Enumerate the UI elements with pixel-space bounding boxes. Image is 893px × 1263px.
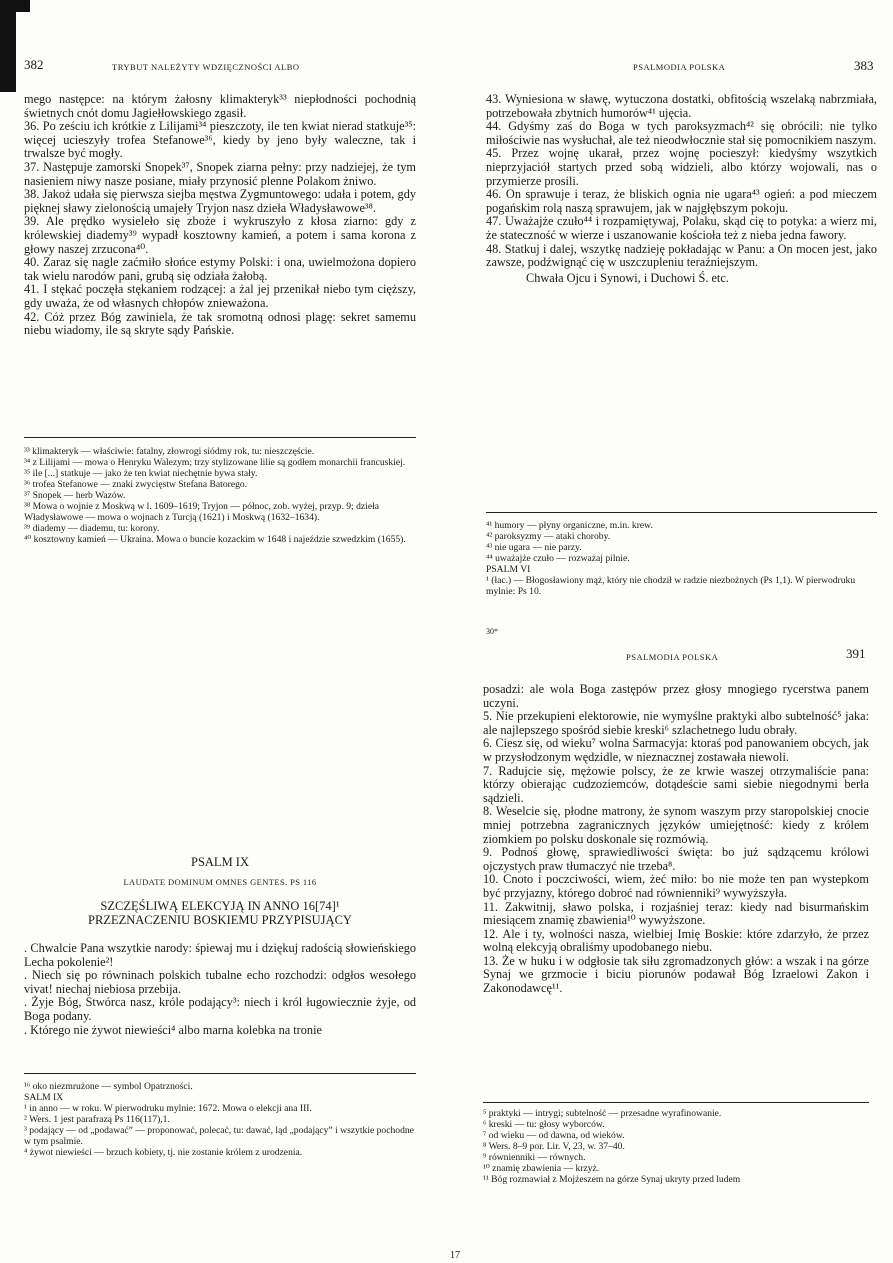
footnote: ³ podający — od „podawać” — proponować, polecać, tu: dawać, ląd „podający” i wszytkie pochodne w tym psalmie. <box>24 1125 414 1147</box>
footnote-rule <box>483 1102 869 1103</box>
running-head-391: PSALMODIA POLSKA <box>626 652 719 662</box>
verse: . Chwalcie Pana wszytkie narody: śpiewaj mu i dziękuj radością słowieńskiego Lecha pokolenie²! <box>24 941 416 969</box>
verses-391 <box>483 683 869 996</box>
verse: 13. Że w huku i w odgłosie tak siłu zgromadzonych głów: a wszak i na górze Synaj we grzmocie i biciu piorunów podawał Bóg Izraelowi Zakon i Zakonodawcę¹¹. <box>483 953 869 996</box>
verses-382 <box>24 93 416 338</box>
verse: mego następce: na którym żałosny klimakteryk³³ niepłodności pochodnią świetnych cnót domu Jagiełłowskiego zgasił. <box>24 92 416 120</box>
verses-383 <box>486 93 877 285</box>
footnote: ¹¹ Bóg rozmawiał z Mojżeszem na górze Synaj ukryty przed ludem <box>483 1174 741 1185</box>
footnote: ³³ klimakteryk — właściwie: fatalny, złowrogi siódmy rok, tu: nieszczęście. <box>24 446 315 457</box>
verse: 45. Przez wojnę ukarał, przez wojnę pocieszył: kiedyśmy wszytkich nieprzyjaciół startych przed sobą widzieli, albo którzy wojowali, nas o przymierze prosili. <box>486 146 877 188</box>
footnote: ⁵ praktyki — intrygi; subtelność — przesadne wyrafinowanie. <box>483 1108 722 1119</box>
running-head-383: PSALMODIA POLSKA <box>633 62 726 72</box>
psalm-incipit: LAUDATE DOMINUM OMNES GENTES. PS 116 <box>123 877 317 887</box>
footnote: PSALM VI <box>486 564 531 575</box>
footnote: ¹⁶ oko niezmrużone — symbol Opatrzności. <box>24 1081 193 1092</box>
verse: 47. Uważajże czuło⁴⁴ i rozpamiętywaj, Polaku, skąd cię to potyka: a wierz mi, że stateczność w wierze i uszanowanie kościoła też z nieba jedna fawory. <box>486 214 877 242</box>
doxology: Chwała Ojcu i Synowi, i Duchowi Ś. etc. <box>526 270 729 285</box>
psalm-subtitle-1: SZCZĘŚLIWĄ ELEKCYJĄ IN ANNO 16[74]¹ <box>100 899 340 913</box>
verse: 46. On sprawuje i teraz, że bliskich ognia nie ugara⁴³ ogień: a pod mieczem pogańskim rolą naszą sprawujem, jak w najgłębszym pokoju. <box>486 187 877 215</box>
footnotes-382 <box>24 446 416 545</box>
footnote-rule <box>24 437 416 438</box>
verse: 44. Gdyśmy zaś do Boga w tych paroksyzmach⁴² się obrócili: nie tylko miłościwie nas wysłuchał, ale też nieodwłocznie stał się pomocnikiem naszym. <box>486 119 877 147</box>
verse: 8. Weselcie się, płodne matrony, że synom waszym przy staropolskiej cnocie mniej potrzebna zagranicznych języków umiejętność: kiedy z królem ziomkiem po polsku doskonale się rozmówią. <box>483 804 869 846</box>
footnote: ¹ (łac.) — Błogosławiony mąż, który nie chodził w radzie niezbożnych (Ps 1,1). W pierwodruku mylnie: Ps 10. <box>486 575 856 597</box>
footnote: ³⁴ z Lilijami — mowa o Henryku Walezym; trzy stylizowane lilie są godłem monarchii francuskiej. <box>24 457 406 468</box>
verse: 9. Podnoś głowę, sprawiedliwości święta: bo już sądzącemu królowi ojczystych praw tłumaczyć nie trzeba⁸. <box>483 845 869 873</box>
verse: posadzi: ale wola Boga zastępów przez głosy mnogiego rycerstwa panem uczyni. <box>483 682 869 710</box>
page-number-391: 391 <box>846 646 866 661</box>
verse: 42. Cóż przez Bóg zawiniela, że tak sromotną odnosi plagę: sekret samemu niebu wiadomy, ile są skryte sądy Pańskie. <box>24 309 416 338</box>
footnote: ⁴² paroksyzmy — ataki choroby. <box>486 531 611 542</box>
verse: . Niech się po równinach polskich tubalne echo rozchodzi: odgłos wesołego vivat! niechaj niebiosa przebija. <box>24 968 416 996</box>
footnote: ⁹ równienniki — równych. <box>483 1152 586 1163</box>
page-number-383: 383 <box>854 58 874 73</box>
footnote: ² Wers. 1 jest parafrazą Ps 116(117),1. <box>24 1114 170 1125</box>
footnote-rule <box>486 512 877 513</box>
verse: 37. Następuje zamorski Snopek³⁷, Snopek ziarna pełny: przy nadziejej, że tym nasieniem niwy nasze posiane, miały przynosić plenne Polakom żniwo. <box>24 159 416 188</box>
footnote: ¹⁰ znamię zbawienia — krzyż. <box>483 1163 600 1174</box>
footnote: ⁴⁰ kosztowny kamień — Ukraina. Mowa o buncie kozackim w 1648 i najeździe szwedzkim (1655). <box>24 534 406 545</box>
footnote-rule <box>24 1073 416 1074</box>
verse: 36. Po ześciu ich krótkie z Lilijami³⁴ pieszczoty, ile ten kwiat nierad statkuje³⁵: więcej ucieszyły trofea Stefanowe³⁶, kiedy by jeno były waleczne, tak i trwalsze być mogły. <box>24 119 416 161</box>
footnotes-psalm-ix <box>24 1081 416 1158</box>
footnote: ⁷ od wieku — od dawna, od wieków. <box>483 1130 625 1141</box>
footnotes-391 <box>483 1108 869 1185</box>
verse: 41. I stękać poczęła stękaniem rodzącej: a żal jej przenikał niebo tym cięższy, gdy uważa, że od własnych chłopów znieważona. <box>24 282 416 310</box>
verse: 12. Ale i ty, wolności nasza, wielbiej Imię Boskie: które zdarzyło, że przez wolną elekcyją obraliśmy upodobanego niebu. <box>483 926 869 955</box>
psalm-subtitle-2: PRZEZNACZENIU BOSKIEMU PRZYPISUJĄCY <box>88 913 352 927</box>
footnote: ⁶ kreski — tu: głosy wyborców. <box>483 1119 605 1130</box>
footnote: ⁸ Wers. 8–9 por. Lir. V, 23, w. 37–40. <box>483 1141 625 1152</box>
verse: 7. Radujcie się, mężowie polscy, że ze krwie waszej otrzymaliście pana: którzy obierając cudzoziemców, dotądeście sami siebie niegodnymi berła sądzieli. <box>483 763 869 805</box>
footnote: SALM IX <box>24 1092 64 1103</box>
footnote: ¹ in anno — w roku. W pierwodruku mylnie: 1672. Mowa o elekcji ana III. <box>24 1103 312 1114</box>
verse: 5. Nie przekupieni elektorowie, nie wymyślne praktyki albo subtelność⁵ jaka: ale najlepszego spośród siebie kreski⁶ szlachetnego ludu obrały. <box>483 709 869 737</box>
footnote: ³⁸ Mowa o wojnie z Moskwą w l. 1609–1619; Tryjon — północ, zob. wyżej, przyp. 9; dzieła Władysławowe — mowa o wojnach z Turcją (1621) i Moskwą (1632–1634). <box>24 501 380 523</box>
running-head-382: TRYBUT NALEŻYTY WDZIĘCZNOŚCI ALBO <box>112 62 300 72</box>
page-number-382: 382 <box>24 57 44 72</box>
verse: 6. Ciesz się, od wieku⁷ wolna Sarmacyja: ktoraś pod panowaniem obcych, jak w przysłodzonym wędzidle, w nieznacznej zostawała niewoli. <box>483 736 869 764</box>
footnote: ³⁵ ile [...] statkuje — jako że ten kwiat niechętnie bywa stały. <box>24 468 258 479</box>
footnote: ⁴¹ humory — płyny organiczne, m.in. krew. <box>486 520 653 531</box>
verse: 39. Ale prędko wysieleło się zboże i wykruszyło z kłosa ziarno: gdy z królewskiej diademy³⁹ wypadł kosztowny kamień, a potem i sama korona z głowy naszej zrzucona⁴⁰. <box>24 214 416 256</box>
footnote: ⁴³ nie ugara — nie parzy. <box>486 542 582 553</box>
verse: 11. Zakwitnij, sławo polska, i rozjaśniej teraz: kiedy nad bisurmańskim miesiącem znamię zbawienia¹⁰ wywyższone. <box>483 899 869 928</box>
footnote: ⁴⁴ uważajże czuło — rozważaj pilnie. <box>486 553 630 564</box>
bottom-mark: 17 <box>450 1250 460 1261</box>
verse: 43. Wyniesiona w sławę, wytuczona dostatki, obfitością wszelaką nabrzmiała, potrzebowała zbytnich humorów⁴¹ ujęcia. <box>486 92 877 120</box>
footnote: ³⁷ Snopek — herb Wazów. <box>24 490 126 501</box>
verse: 48. Statkuj i dalej, wszytkę nadzieję pokładając w Panu: a On mocen jest, jako zawsze, podźwignąć cię w uszczupleniu teraźniejszym. <box>486 241 877 270</box>
footnote: ³⁶ trofea Stefanowe — znaki zwycięstw Stefana Batorego. <box>24 479 248 490</box>
psalm-title: PSALM IX <box>191 855 249 869</box>
verse: . Którego nie żywot niewieści⁴ albo marna kolebka na tronie <box>24 1022 322 1037</box>
verses-psalm-ix <box>24 942 416 1037</box>
scan-edge-mark-top <box>0 0 30 12</box>
footnotes-383 <box>486 520 877 597</box>
verse: 38. Jakoż udała się pierwsza siejba męstwa Zygmuntowego: udała i potem, gdy pięknej sławy zielonością umajeły Tryjon nasz dzieła Władysławowe³⁸. <box>24 187 416 215</box>
verse: 40. Zaraz się nagle zaćmiło słońce estymy Polski: i ona, uwielmożona dopiero tak wielu narodów pani, grubą się odziała żałobą. <box>24 255 416 283</box>
footnote: ⁴ żywot niewieści — brzuch kobiety, tj. nie zostanie królem z urodzenia. <box>24 1147 303 1158</box>
footnote: ³⁹ diademy — diademu, tu: korony. <box>24 523 160 534</box>
signature-mark: 30* <box>486 627 498 636</box>
verse: 10. Cnoto i poczciwości, wiem, żeć miło: bo nie może ten pan wystepkom być przyjazny, którego dobroć nad równienniki⁹ wywyższyła. <box>483 872 869 900</box>
verse: . Żyje Bóg, Stwórca nasz, królе podający³: niech i król ługowiecznie żyje, od Boga podany. <box>24 995 416 1023</box>
scan-edge-mark <box>0 0 16 92</box>
